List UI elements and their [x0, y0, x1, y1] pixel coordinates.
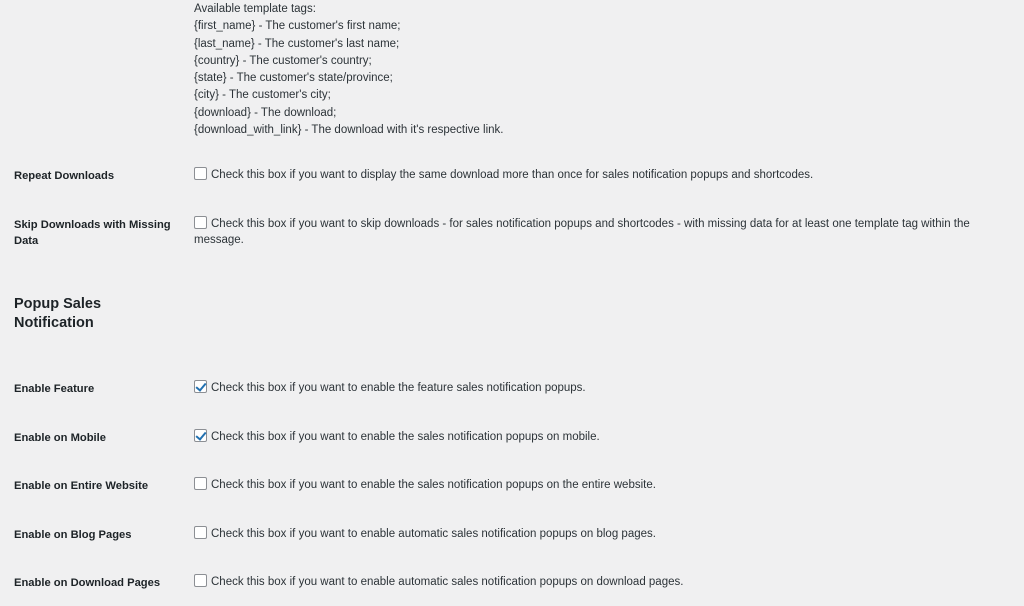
- enable-entire-website-description: Check this box if you want to enable the sales notification popups on the entire website.: [211, 479, 656, 491]
- template-tag-first-name: {first_name} - The customer's first name;: [194, 20, 401, 33]
- enable-entire-website-field: [194, 477, 1010, 493]
- repeat-downloads-field: [194, 167, 1010, 183]
- skip-downloads-checkbox[interactable]: [194, 216, 207, 229]
- template-tag-country: {country} - The customer's country;: [194, 54, 372, 67]
- repeat-downloads-description: Check this box if you want to display the same download more than once for sales notification popups and shortcodes.: [211, 169, 814, 181]
- repeat-downloads-label: Repeat Downloads: [14, 170, 115, 182]
- enable-feature-field: [194, 380, 1010, 396]
- skip-downloads-description: Check this box if you want to skip downloads - for sales notification popups and shortcodes - with missing data for at least one template tag within the message.: [194, 218, 970, 246]
- template-tag-city: {city} - The customer's city;: [194, 89, 331, 102]
- template-tags-help: [194, 1, 503, 139]
- template-tag-download: {download} - The download;: [194, 106, 337, 119]
- enable-entire-website-label: Enable on Entire Website: [14, 480, 149, 492]
- enable-blog-pages-label: Enable on Blog Pages: [14, 529, 132, 541]
- enable-mobile-field: [194, 429, 1010, 445]
- enable-mobile-checkbox[interactable]: [194, 429, 207, 442]
- template-tag-last-name: {last_name} - The customer's last name;: [194, 37, 400, 50]
- template-tags-heading: Available template tags:: [194, 3, 316, 15]
- enable-blog-pages-checkbox[interactable]: [194, 526, 207, 539]
- enable-mobile-description: Check this box if you want to enable the sales notification popups on mobile.: [211, 431, 600, 443]
- enable-blog-pages-field: [194, 526, 1010, 542]
- skip-downloads-field: [194, 216, 1010, 248]
- template-tag-download-with-link: {download_with_link} - The download with it's respective link.: [194, 124, 504, 137]
- enable-blog-pages-description: Check this box if you want to enable automatic sales notification popups on blog pages.: [211, 528, 656, 540]
- enable-download-pages-field: [194, 574, 1010, 590]
- enable-mobile-label: Enable on Mobile: [14, 432, 106, 444]
- skip-downloads-label: Skip Downloads with Missing Data: [14, 219, 171, 247]
- enable-feature-checkbox[interactable]: [194, 380, 207, 393]
- enable-download-pages-description: Check this box if you want to enable automatic sales notification popups on download pages.: [211, 576, 684, 588]
- enable-download-pages-checkbox[interactable]: [194, 574, 207, 587]
- enable-download-pages-label: Enable on Download Pages: [14, 577, 161, 589]
- repeat-downloads-checkbox[interactable]: [194, 167, 207, 180]
- enable-feature-label: Enable Feature: [14, 383, 95, 395]
- enable-feature-description: Check this box if you want to enable the feature sales notification popups.: [211, 382, 586, 394]
- template-tag-state: {state} - The customer's state/province;: [194, 72, 393, 85]
- popup-sales-notification-heading: Popup Sales Notification: [14, 296, 102, 331]
- enable-entire-website-checkbox[interactable]: [194, 477, 207, 490]
